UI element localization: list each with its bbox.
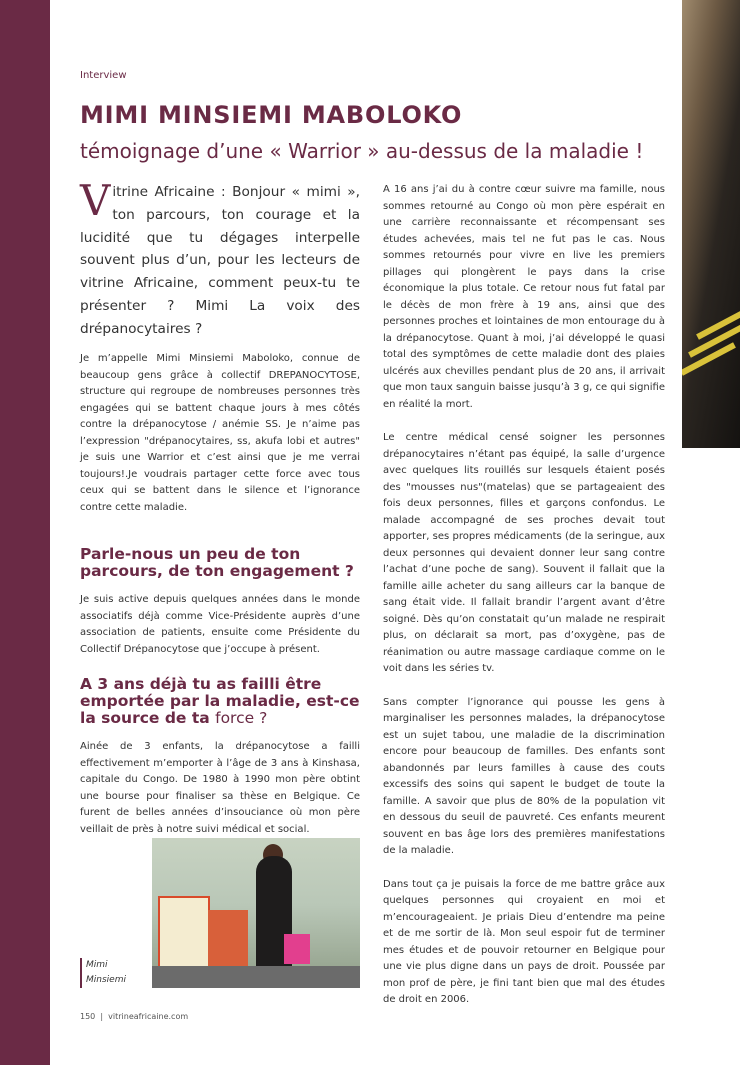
paragraph: Dans tout ça je puisais la force de me battre grâce aux quelques personnes qui croyaient en moi et m’encourageaient. Je priais Dieu d’entendre ma peine et de me sortir de là. Mon seul espoir fut de terminer mes études et de pouvoir retourner en Belgique pour une vie plus digne dans un pays de droit. Poussée par mon prof de père, je fini tant bien que mal des études de droit en 2006. xyxy=(383,878,665,1005)
question-heading xyxy=(80,676,360,727)
intro-question xyxy=(80,176,360,341)
question-heading-bold: A 3 ans déjà tu as failli être emportée par la maladie, est-ce la source de ta xyxy=(80,675,360,727)
question-heading-end: force ? xyxy=(215,709,268,727)
paragraph: A 16 ans j’ai du à contre cœur suivre ma famille, nous sommes retourné au Congo où mon père espérait en une carrière reconnaissante et récompensant ses études achevées, mais tel ne fut pas le cas. Nous sommes retournés pour vivre en live les premiers pillages qui plongèrent le pays dans la crise économique la plus totale. Ce retour nous fut fatal par le décès de mon frère à 19 ans, ainsi que des personnes proches et lointaines de mon entourage du à la drépanocytose. Quant à moi, j’ai développé le quasi total des symptômes de cette maladie dont des plaies ulcérés aux chevilles pendant plus de 20 ans, il arrivait que mon taux sanguin baisse jusqu’à 3 g, ce qui signifie en réalité la mort. xyxy=(383,184,665,410)
drop-cap: V xyxy=(80,176,111,225)
right-column xyxy=(383,182,665,1009)
page-footer xyxy=(80,1012,188,1021)
article-title: MIMI MINSIEMI MABOLOKO xyxy=(80,101,463,129)
article-subtitle: témoignage d’une « Warrior » au-dessus de la maladie ! xyxy=(80,139,644,163)
intro-text: itrine Africaine : Bonjour « mimi », ton parcours, ton courage et la lucidité que tu dégages interpelle souvent plus d’un, pour les lecteurs de vitrine Africaine, comment peux-tu te présenter ? Mimi La voix des drépanocytaires ? xyxy=(80,184,360,337)
paragraph: Je suis active depuis quelques années dans le monde associatifs déjà comme Vice-Présidente auprès d’une association de patients, ensuite come Présidente du Collectif Drépanocytose que j’occupe à présent. xyxy=(80,594,360,655)
footer-separator: | xyxy=(100,1012,104,1021)
page-number: 150 xyxy=(80,1012,96,1021)
left-color-band xyxy=(0,0,50,1065)
caption-line: Minsiemi xyxy=(86,975,126,985)
photo-caption xyxy=(80,958,146,988)
paragraph: Le centre médical censé soigner les personnes drépanocytaires n’étant pas équipé, la salle d’urgence avec quelques lits rouillés sur lesquels étaient posés des "mousses nus"(matelas) que se partageaient des fois deux personnes, filles et garçons confondus. Le malade accompagné de ses proches devait tout apporter, ses propres médicaments (de la seringue, aux deux personnes qui devaient donner leur sang contre l’achat d’une poche de sang). Souvent il fallait que la famille aille acheter du sang ailleurs car la banque de sang était vide. Il fallait brandir l’argent avant d’être soigné. Dès qu’on constatait qu’un malade ne respirait plus, on déclarait sa mort, pas d’oxygène, pas de réanimation ou autre massage cardiaque comme on le voit dans les séries tv. xyxy=(383,432,665,674)
top-right-photo xyxy=(682,0,740,448)
footer-site: vitrineafricaine.com xyxy=(108,1012,189,1021)
paragraph: Je m’appelle Mimi Minsiemi Maboloko, connue de beaucoup gens grâce à collectif DREPANOCYTOSE, structure qui regroupe de nombreuses personnes très engagées qui se battent chaque jours à mes côtés contre la drépanocytose / anémie SS. Je n’aime pas l’expression "drépanocytaires, ss, akufa lobi et autres" je suis une Warrior et c’est ainsi que je me verrai toujours!.Je voudrais partager cette force avec tous ceux qui se battent dans le silence et l’ignorance contre cette maladie. xyxy=(80,353,360,513)
paragraph: Sans compter l’ignorance qui pousse les gens à marginaliser les personnes malades, la drépanocytose est un sujet tabou, une maladie de la discrimination encore pour beaucoup de familles. Des enfants sont abandonnés par leurs familles à cause des couts excessifs des soins qui sapent le budget de toute la famille. A savoir que plus de 80% de la population vit en dessous du seuil de pauvreté. Ces enfants meurent souvent en bas âge lors des premières manifestations de la maladie. xyxy=(383,696,665,856)
section-label: Interview xyxy=(80,70,127,81)
caption-line: Mimi xyxy=(86,960,108,970)
paragraph: Ainée de 3 enfants, la drépanocytose a failli effectivement m’emporter à l’âge de 3 ans à Kinshasa, capitale du Congo. De 1980 à 1990 mon père obtint une bourse pour finaliser sa thèse en Belgique. Ce furent de belles années d’insouciance où mon père veillait de près à notre suivi médical et social. xyxy=(80,741,360,835)
left-column xyxy=(80,351,360,838)
portrait-photo xyxy=(152,838,360,988)
question-heading: Parle-nous un peu de ton parcours, de ton engagement ? xyxy=(80,545,354,580)
